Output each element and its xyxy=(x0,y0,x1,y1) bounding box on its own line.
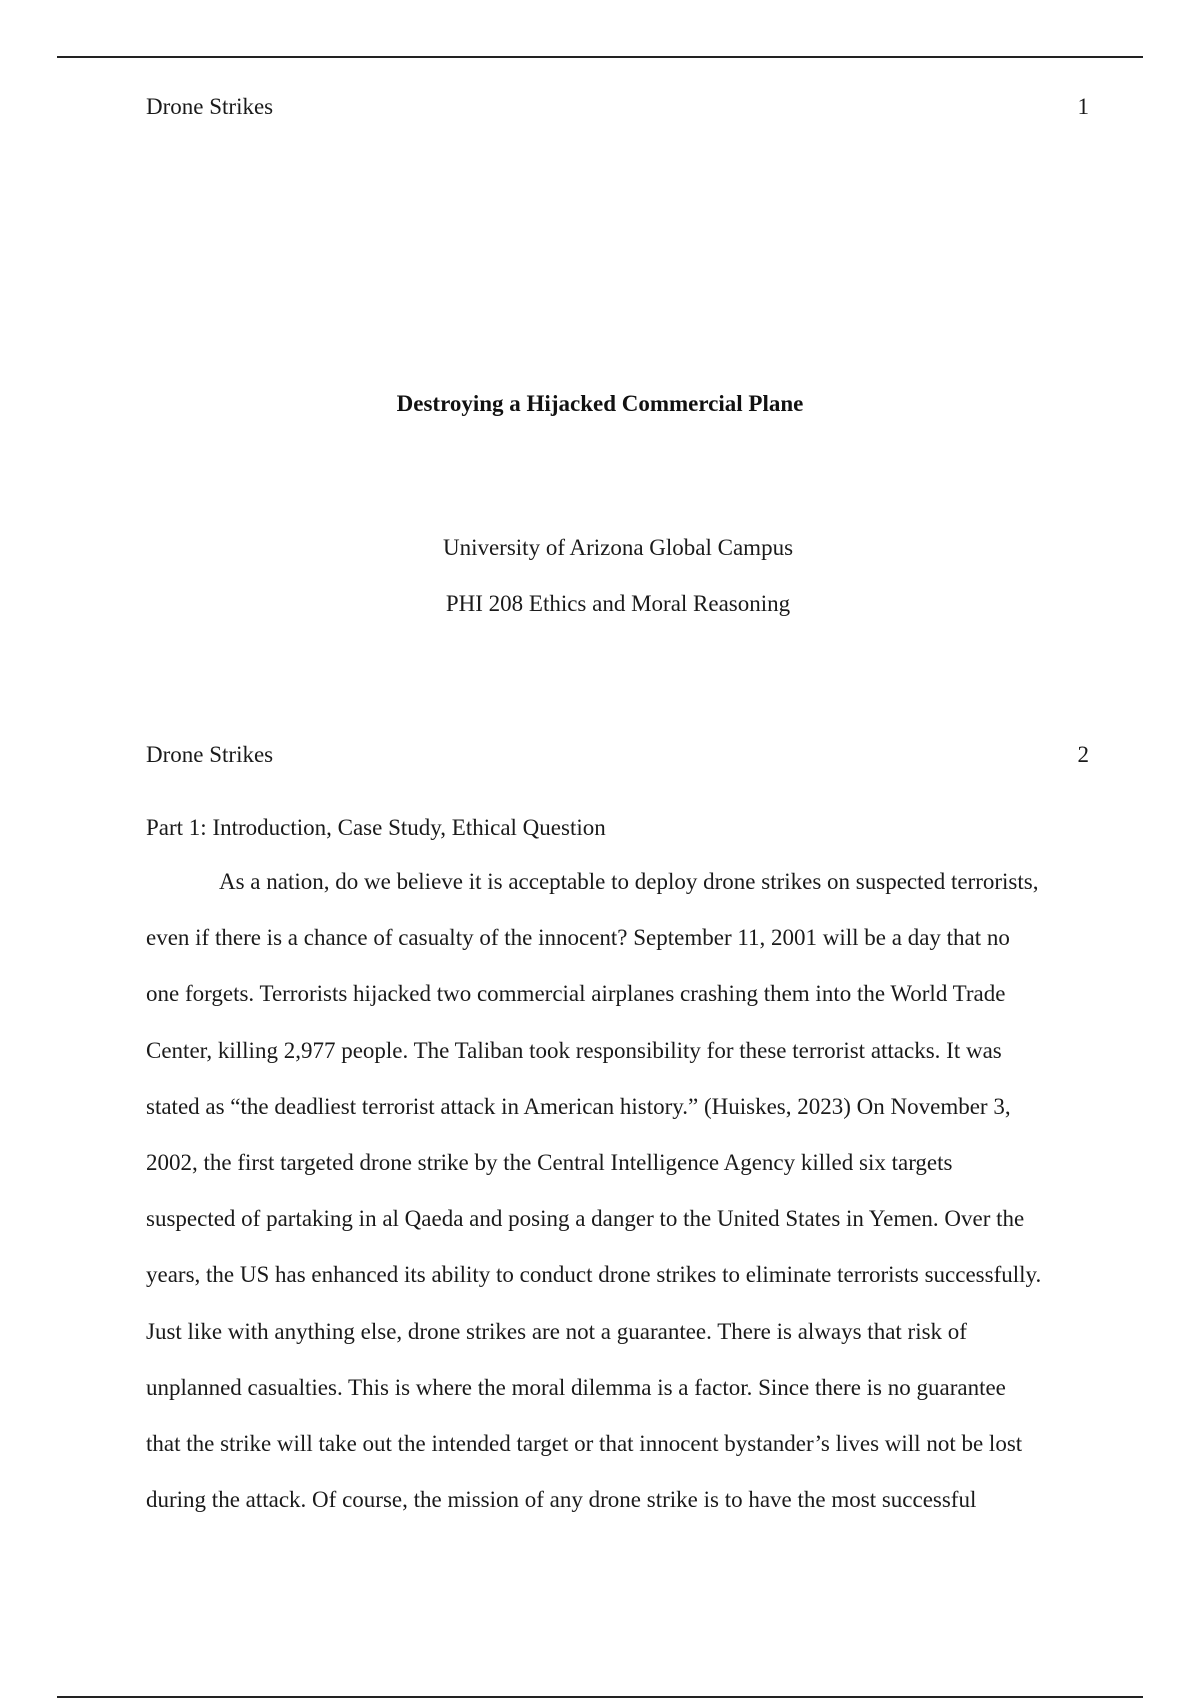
body-line: one forgets. Terrorists hijacked two commercial airplanes crashing them into the World Trade xyxy=(146,981,1006,1007)
course-name: PHI 208 Ethics and Moral Reasoning xyxy=(445,591,791,616)
page2-running-head-title: Drone Strikes xyxy=(146,742,274,767)
body-line: As a nation, do we believe it is acceptable to deploy drone strikes on suspected terrorists, xyxy=(219,869,1039,894)
body-line: stated as “the deadliest terrorist attack in American history.” (Huiskes, 2023) On November 3, xyxy=(146,1093,1011,1119)
top-page-rule xyxy=(57,56,1143,58)
page1-running-head-title: Drone Strikes xyxy=(146,94,274,119)
paper-title: Destroying a Hijacked Commercial Plane xyxy=(396,391,804,416)
body-line: years, the US has enhanced its ability to conduct drone strikes to eliminate terrorists successfully. xyxy=(146,1262,1042,1288)
page2-page-number: 2 xyxy=(1077,742,1089,767)
body-line: even if there is a chance of casualty of the innocent? September 11, 2001 will be a day that no xyxy=(146,925,1010,951)
body-line: that the strike will take out the intended target or that innocent bystander’s lives will not be lost xyxy=(146,1430,1023,1456)
section-heading: Part 1: Introduction, Case Study, Ethical Question xyxy=(146,815,606,840)
body-line: unplanned casualties. This is where the moral dilemma is a factor. Since there is no guarantee xyxy=(146,1374,1006,1400)
page2-running-head xyxy=(146,741,1089,769)
page1-running-head xyxy=(146,93,1089,121)
page1-page-number: 1 xyxy=(1077,94,1089,119)
body-paragraph xyxy=(146,868,1089,1542)
body-line: Just like with anything else, drone strikes are not a guarantee. There is always that risk of xyxy=(146,1318,967,1344)
body-line: during the attack. Of course, the mission of any drone strike is to have the most successful xyxy=(146,1487,977,1513)
body-line: suspected of partaking in al Qaeda and posing a danger to the United States in Yemen. Over the xyxy=(146,1206,1025,1232)
body-line: Center, killing 2,977 people. The Taliban took responsibility for these terrorist attacks. It was xyxy=(146,1037,1002,1063)
body-line: 2002, the first targeted drone strike by the Central Intelligence Agency killed six targets xyxy=(146,1149,953,1175)
institution-name: University of Arizona Global Campus xyxy=(442,535,794,560)
bottom-page-rule xyxy=(57,1696,1143,1698)
